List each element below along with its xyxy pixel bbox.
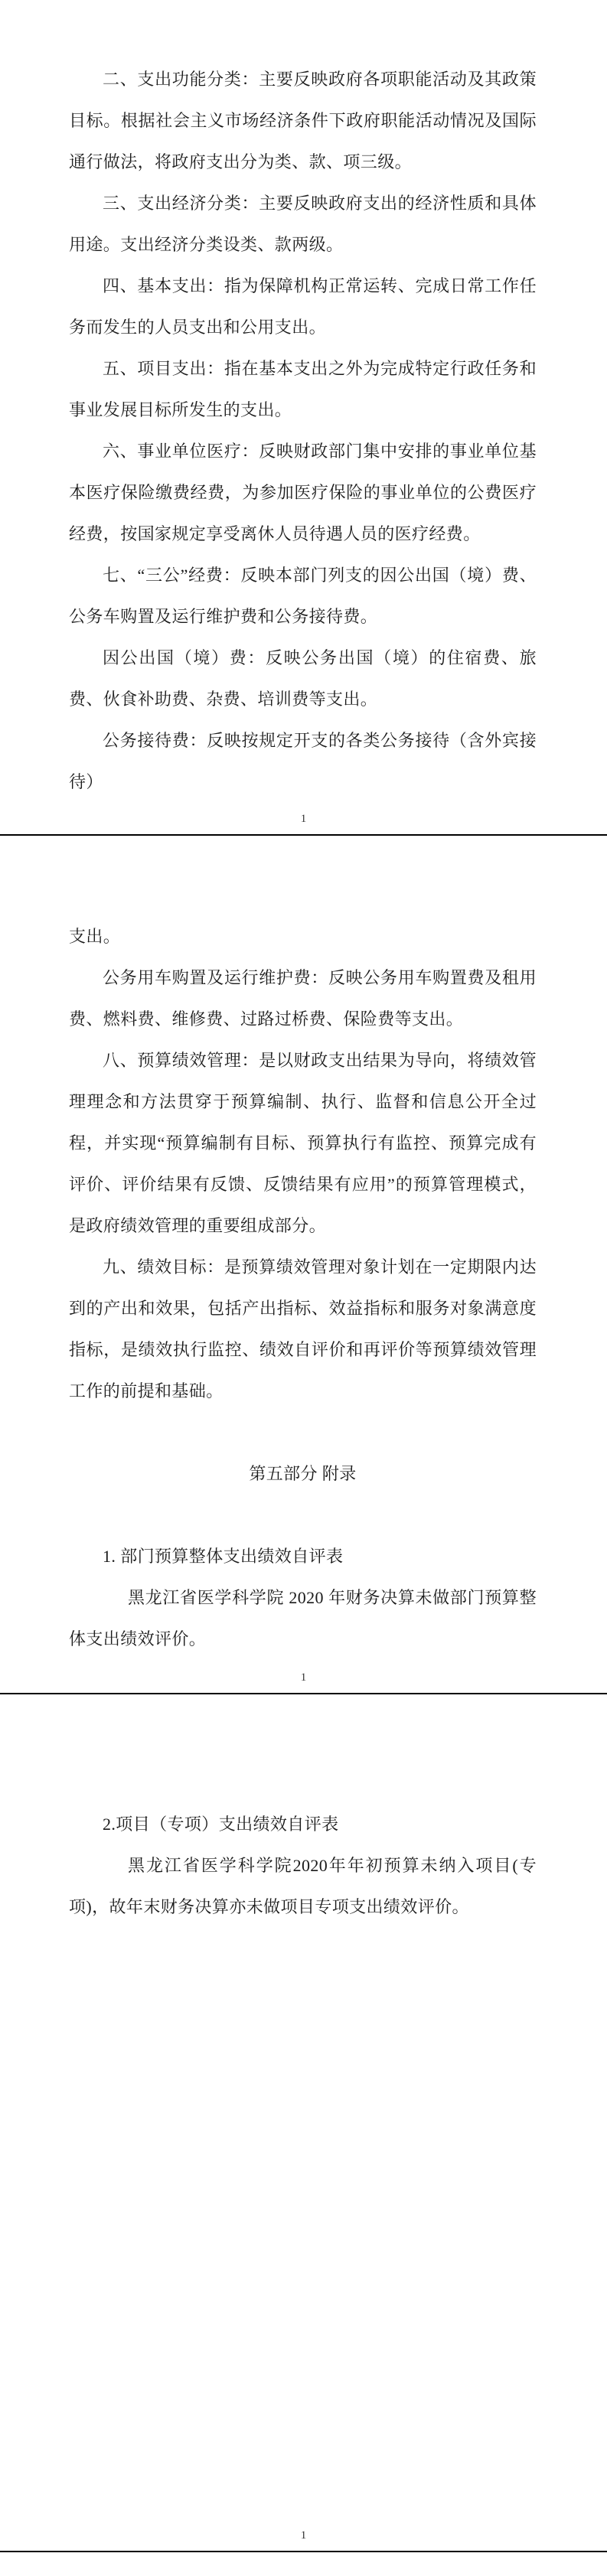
paragraph-official-reception-fee: 公务接待费：反映按规定开支的各类公务接待（含外宾接待） — [69, 731, 537, 791]
section-heading-part-five-appendix: 第五部分 附录 — [249, 1464, 357, 1483]
appendix-item-2-body: 黑龙江省医学科学院2020年年初预算未纳入项目(专项)，故年末财务决算亦未做项目专项支出绩效评价。 — [69, 1856, 537, 1916]
appendix-item-2-title: 2.项目（专项）支出绩效自评表 — [103, 1815, 339, 1834]
paragraph-reception-continuation: 支出。 — [69, 927, 121, 946]
appendix-item-1-title: 1. 部门预算整体支出绩效自评表 — [103, 1547, 344, 1566]
document-page-1 — [0, 0, 607, 834]
appendix-item-1-body: 黑龙江省医学科学院 2020 年财务决算未做部门预算整体支出绩效评价。 — [69, 1588, 537, 1648]
paragraph-basic-expenditure: 四、基本支出：指为保障机构正常运转、完成日常工作任务而发生的人员支出和公用支出。 — [69, 276, 537, 337]
document-page-2 — [0, 836, 607, 1693]
page-number: 1 — [300, 1671, 307, 1684]
page-number: 1 — [300, 2529, 307, 2542]
paragraph-budget-performance-management: 八、预算绩效管理：是以财政支出结果为导向，将绩效管理理念和方法贯穿于预算编制、执行、监督和信息公开全过程，并实现“预算编制有目标、预算执行有监控、预算完成有评价、评价结果有反馈、反馈结果有应用”的预算管理模式，是政府绩效管理的重要组成部分。 — [69, 1051, 537, 1235]
paragraph-overseas-travel-fee: 因公出国（境）费：反映公务出国（境）的住宿费、旅费、伙食补助费、杂费、培训费等支出。 — [69, 648, 537, 709]
paragraph-official-vehicle-fee: 公务用车购置及运行维护费：反映公务用车购置费及租用费、燃料费、维修费、过路过桥费、保险费等支出。 — [69, 968, 537, 1029]
paragraph-expenditure-functional-classification: 二、支出功能分类：主要反映政府各项职能活动及其政策目标。根据社会主义市场经济条件下政府职能活动情况及国际通行做法，将政府支出分为类、款、项三级。 — [69, 70, 537, 171]
paragraph-expenditure-economic-classification: 三、支出经济分类：主要反映政府支出的经济性质和具体用途。支出经济分类设类、款两级。 — [69, 194, 537, 254]
document-page-3 — [0, 1694, 607, 2551]
scroll-whitespace — [0, 2552, 607, 2576]
page-number: 1 — [300, 813, 307, 825]
paragraph-project-expenditure: 五、项目支出：指在基本支出之外为完成特定行政任务和事业发展目标所发生的支出。 — [69, 359, 537, 419]
paragraph-performance-goals: 九、绩效目标：是预算绩效管理对象计划在一定期限内达到的产出和效果，包括产出指标、效益指标和服务对象满意度指标，是绩效执行监控、绩效自评价和再评价等预算绩效管理工作的前提和基础。 — [69, 1257, 537, 1400]
paragraph-three-public-funds: 七、“三公”经费：反映本部门列支的因公出国（境）费、公务车购置及运行维护费和公务接待费。 — [69, 566, 537, 626]
paragraph-public-institution-medical: 六、事业单位医疗：反映财政部门集中安排的事业单位基本医疗保险缴费经费，为参加医疗保险的事业单位的公费医疗经费，按国家规定享受离休人员待遇人员的医疗经费。 — [69, 442, 537, 543]
